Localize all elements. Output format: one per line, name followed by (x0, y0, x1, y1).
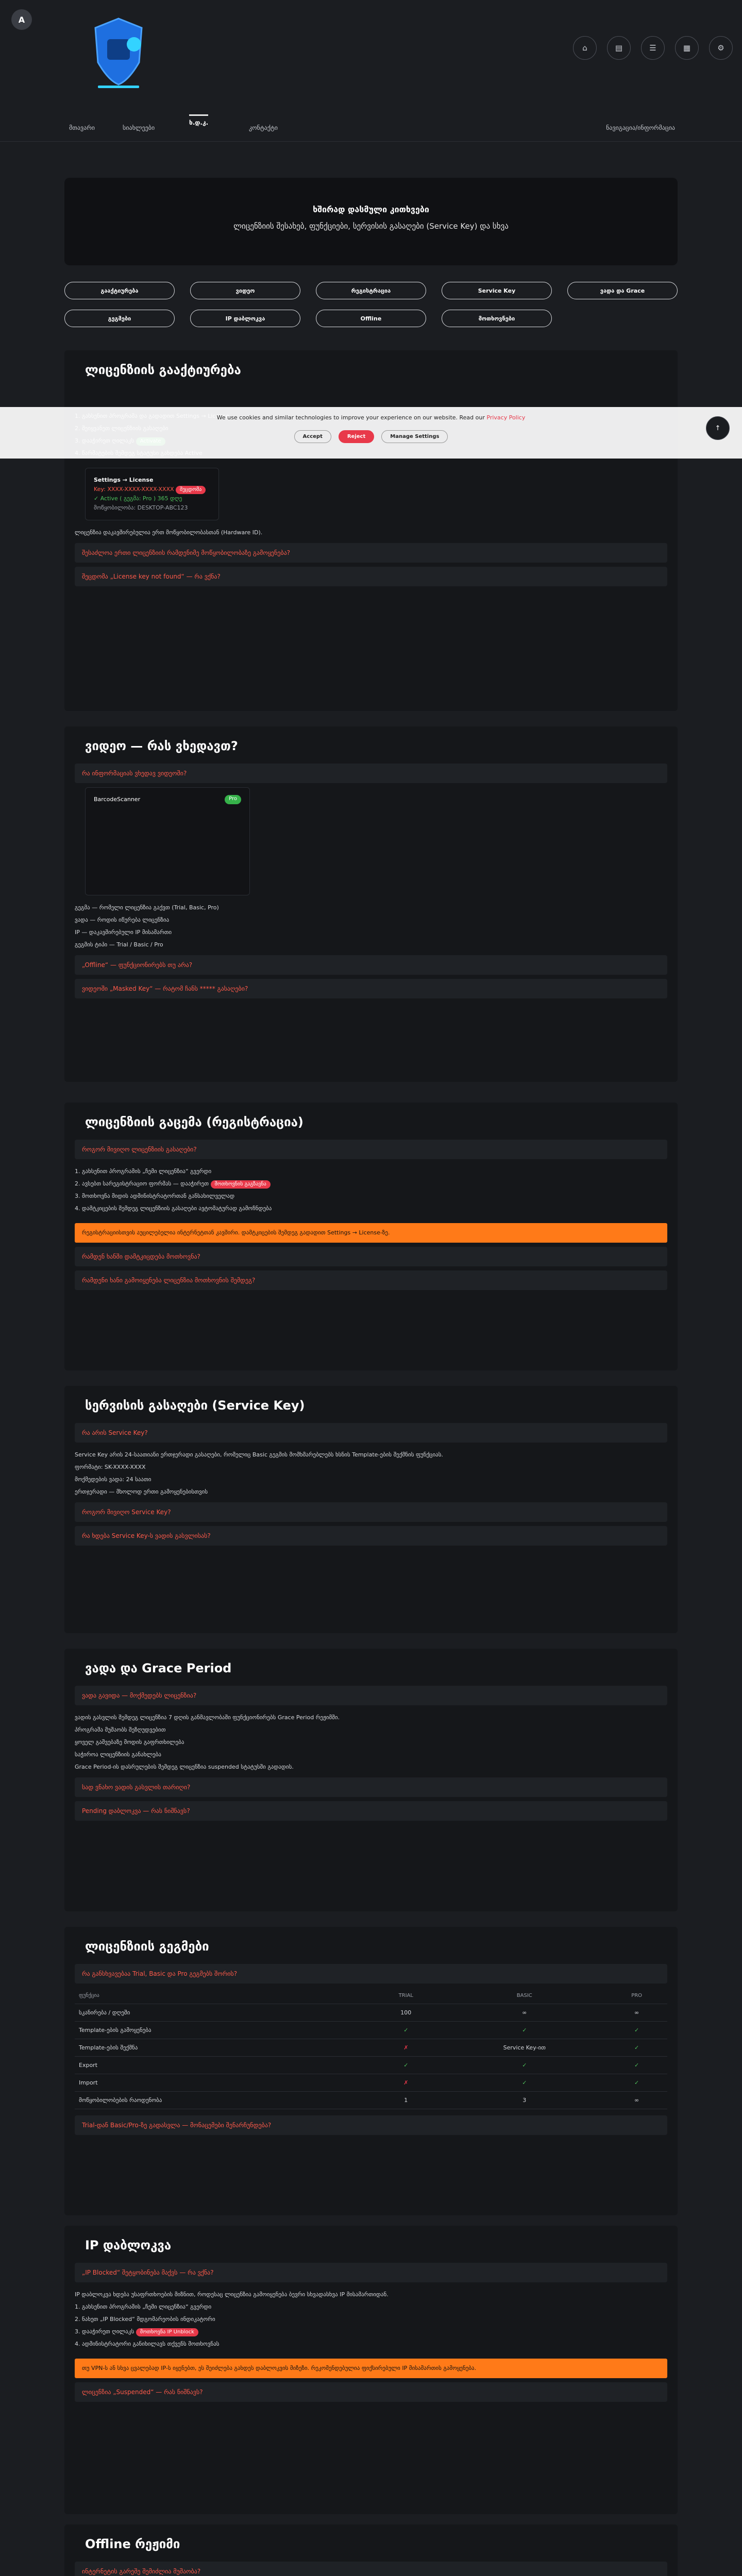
faq-question[interactable]: Trial-დან Basic/Pro-ზე გადასვლა — მონაცემები შენარჩუნდება? (75, 2115, 667, 2135)
tab-offline[interactable]: Offline (316, 310, 426, 327)
header-actions (573, 36, 733, 60)
description: ვადის გასვლის შემდეგ ლიცენზია 7 დღის განმავლობაში ფუნქციონირებს Grace Period რეჟიმში. (75, 1714, 340, 1721)
logo-icon (88, 13, 149, 91)
reject-button[interactable]: Reject (339, 430, 374, 443)
card-title: Settings → License (94, 477, 154, 483)
manage-settings-button[interactable]: Manage Settings (381, 430, 448, 443)
list-item: 2. ავსებთ სარეგისტრაციო ფორმას — დააჭირეთ მოთხოვნის გაგზავნა (75, 1178, 667, 1190)
list-item: 2. ნახეთ „IP Blocked“ მდგომარეობის ინდიკატორი (75, 2316, 215, 2323)
list-item: 3. დააჭირეთ ღილაკს მოთხოვნა IP Unblock (75, 2326, 667, 2338)
nav-item-home[interactable]: მთავარი (69, 124, 95, 131)
list-icon[interactable]: ☰ (641, 36, 665, 60)
plans-table (75, 1988, 667, 2109)
list-item: 1. გახსენით პროგრამის „ჩემი ლიცენზია“ გვერდი (75, 2303, 212, 2310)
faq-question[interactable]: „Offline“ — ფუნქციონირებს თუ არა? (75, 955, 667, 975)
faq-question[interactable]: როგორ მივიღო ლიცენზიის გასაღები? (75, 1140, 667, 1159)
list-item: მოქმედების ვადა: 24 საათი (75, 1476, 151, 1483)
privacy-link[interactable]: Privacy Policy (486, 414, 526, 421)
faq-question[interactable]: რა ინფორმაციას ვხედავ ვიდეოში? (75, 764, 667, 783)
table-row: Export ✓ ✓ ✓ (75, 2057, 667, 2074)
list-item: საჭიროა ლიცენზიის განახლება (75, 1751, 162, 1758)
tab-service-key[interactable]: Service Key (442, 282, 552, 299)
cookie-text: We use cookies and similar technologies to improve your experience on our website. Read our Privacy Policy (216, 414, 526, 421)
section-grace (64, 1649, 678, 1911)
note: ლიცენზია დაკავშირებულია ერთ მოწყობილობასთან (Hardware ID). (75, 529, 263, 536)
faq-question[interactable]: რა ხდება Service Key-ს ვადის გასვლისას? (75, 1526, 667, 1546)
answer (75, 1447, 667, 1502)
description: Service Key არის 24-საათიანი ერთჯერადი გასაღები, რომელიც Basic გეგმის მომხმარებლებს ხსნის Template-ების შექმნის ფუნქციას. (75, 1451, 443, 1458)
section-title: ლიცენზიის გეგმები (85, 1939, 209, 1954)
faq-question[interactable]: როგორ მივიღო Service Key? (75, 1502, 667, 1522)
cookie-banner (0, 407, 742, 459)
faq-question[interactable]: „IP Blocked“ შეტყობინება მაქვს — რა ვქნა? (75, 2263, 667, 2282)
table-row: Template-ების შექმნა ✗ Service Key-ით ✓ (75, 2039, 667, 2057)
warning-box: თუ VPN-ს ან სხვა ცვალებად IP-ს იყენებთ, ეს შეიძლება გახდეს დაბლოკვის მიზეზი. რეკომენდებულია ფიქსირებული IP მისამართის გამოყენება. (75, 2359, 667, 2378)
tab-requests[interactable]: მოთხოვნები (442, 310, 552, 327)
tab-registration[interactable]: რეგისტრაცია (316, 282, 426, 299)
page-subtitle: ლიცენზიის შესახებ, ფუნქციები, სერვისის გასაღები (Service Key) და სხვა (233, 222, 509, 231)
grid-icon[interactable]: ▦ (675, 36, 699, 60)
list-item: გეგმის ტიპი — Trial / Basic / Pro (75, 941, 163, 948)
section-title: ვიდეო — რას ვხედავთ? (85, 739, 238, 753)
section-video (64, 726, 678, 1082)
section-registration (64, 1103, 678, 1370)
answer (75, 1709, 667, 1777)
list-item: გეგმა — რომელი ლიცენზია გაქვთ (Trial, Basic, Pro) (75, 904, 219, 911)
list-item: ყოველ გაშვებაზე მოდის გაფრთხილება (75, 1739, 184, 1745)
description: Grace Period-ის დასრულების შემდეგ ლიცენზია suspended სტატუსში გადადის. (75, 1764, 294, 1770)
table-header: ფუნქცია TRIAL BASIC PRO (75, 1988, 667, 2004)
section-title: ლიცენზიის გაცემა (რეგისტრაცია) (85, 1115, 303, 1129)
section-title: ვადა და Grace Period (85, 1661, 232, 1675)
faq-question[interactable]: შესაძლოა ერთი ლიცენზიის რამდენიმე მოწყობილობაზე გამოყენება? (75, 543, 667, 563)
list-item: 1. გახსენით პროგრამის „ჩემი ლიცენზია“ გვერდი (75, 1168, 212, 1175)
section-plans (64, 1927, 678, 2215)
tab-video[interactable]: ვიდეო (190, 282, 300, 299)
faq-question[interactable]: რამდენი ხანი გამოიყენება ლიცენზია მოთხოვნის შემდეგ? (75, 1270, 667, 1290)
section-offline (64, 2524, 678, 2576)
faq-question[interactable]: ინტერნეტის გარეშე შემიძლია მუშაობა? (75, 2562, 667, 2576)
nav-menu[interactable]: ნავიგაცია/ინფორმაცია (606, 124, 675, 131)
section-ip-block (64, 2226, 678, 2514)
card-status: ✓ Active ( გეგმა: Pro ) 365 დღე (94, 495, 182, 502)
description: IP დაბლოკვა ხდება უსაფრთხოების მიზნით, როდესაც ლიცენზია გამოიყენება ბევრი სხვადასხვა IP მისამართიდან. (75, 2291, 389, 2298)
section-activation (64, 350, 678, 711)
tab-ip-block[interactable]: IP დაბლოკვა (190, 310, 300, 327)
faq-question[interactable]: შეცდომა „License key not found“ — რა ვქნა? (75, 567, 667, 586)
page-title: ხშირად დასმული კითხვები (313, 205, 429, 214)
accept-button[interactable]: Accept (294, 430, 331, 443)
header (0, 0, 742, 116)
list-item: IP — დაკავშირებული IP მისამართი (75, 929, 172, 936)
list-item: ვადა — როდის იწურება ლიცენზია (75, 917, 170, 923)
list-item: ერთჯერადი — მხოლოდ ერთი გამოყენებისთვის (75, 1488, 208, 1495)
list-item: 4. ადმინისტრატორი განიხილავს თქვენს მოთხოვნას (75, 2341, 220, 2347)
faq-question[interactable]: ვიდეოში „Masked Key“ — რატომ ჩანს ***** გასაღები? (75, 979, 667, 998)
faq-question[interactable]: რა არის Service Key? (75, 1423, 667, 1443)
section-title: ლიცენზიის გააქტიურება (85, 363, 241, 377)
avatar[interactable]: A (11, 9, 32, 30)
table-row: სკანირება / დღეში 100 ∞ ∞ (75, 2004, 667, 2022)
document-icon[interactable]: ▤ (607, 36, 631, 60)
list-item: 4. დამტკიცების შემდეგ ლიცენზიის გასაღები ავტომატურად გამოჩნდება (75, 1205, 272, 1212)
answer (75, 900, 667, 955)
faq-question[interactable]: ვადა გავიდა — მოქმედებს ლიცენზია? (75, 1686, 667, 1705)
hero (64, 178, 678, 265)
faq-question[interactable]: ლიცენზია „Suspended“ — რას ნიშნავს? (75, 2382, 667, 2402)
answer (75, 2286, 667, 2354)
section-title: Offline რეჟიმი (85, 2537, 180, 2551)
answer (75, 1163, 667, 1219)
nav-item-contact[interactable]: კონტაქტი (249, 124, 278, 131)
license-mock-card (85, 468, 219, 520)
tab-grace[interactable]: ვადა და Grace (567, 282, 678, 299)
faq-question[interactable]: Pending დაბლოკვა — რას ნიშნავს? (75, 1801, 667, 1821)
list-item: ფორმატი: SK-XXXX-XXXX (75, 1464, 146, 1470)
tab-activation[interactable]: გააქტიურება (64, 282, 175, 299)
list-item: 3. მოთხოვნა მიდის ადმინისტრატორთან განსახილველად (75, 1193, 235, 1199)
table-row: Template-ების გამოყენება ✓ ✓ ✓ (75, 2022, 667, 2039)
card-device: მოწყობილობა: DESKTOP-ABC123 (94, 504, 188, 511)
section-service-key (64, 1386, 678, 1633)
card-key: Key: XXXX-XXXX-XXXX-XXXX შეცდომა (94, 485, 210, 494)
faq-question[interactable]: რამდენ ხანში დამტკიცდება მოთხოვნა? (75, 1247, 667, 1266)
section-title: IP დაბლოკვა (85, 2238, 172, 2252)
main-nav (0, 116, 742, 142)
warning-box: რეგისტრაციისთვის აუცილებელია ინტერნეტთან კავშირი. დამტკიცების შემდეგ გადადით Settings → License-ზე. (75, 1223, 667, 1243)
video-mock: BarcodeScanner Pro (85, 787, 250, 895)
home-icon[interactable]: ⌂ (573, 36, 597, 60)
list-item: პროგრამა მუშაობს შეზღუდვებით (75, 1726, 166, 1733)
nav-item-news[interactable]: სიახლეები (123, 124, 155, 131)
faq-question[interactable]: სად ვნახო ვადის გასვლის თარიღი? (75, 1777, 667, 1797)
nav-item-faq[interactable]: ხ.დ.კ. (189, 114, 208, 126)
scroll-top-icon[interactable]: ↑ (706, 416, 730, 440)
section-tabs (64, 282, 678, 327)
table-row: Import ✗ ✓ ✓ (75, 2074, 667, 2092)
settings-icon[interactable]: ⚙ (709, 36, 733, 60)
tab-plans[interactable]: გეგმები (64, 310, 175, 327)
table-row: მოწყობილობების რაოდენობა 1 3 ∞ (75, 2092, 667, 2109)
faq-question[interactable]: რა განსხვავებაა Trial, Basic და Pro გეგმებს შორის? (75, 1964, 667, 1984)
section-title: სერვისის გასაღები (Service Key) (85, 1398, 305, 1413)
